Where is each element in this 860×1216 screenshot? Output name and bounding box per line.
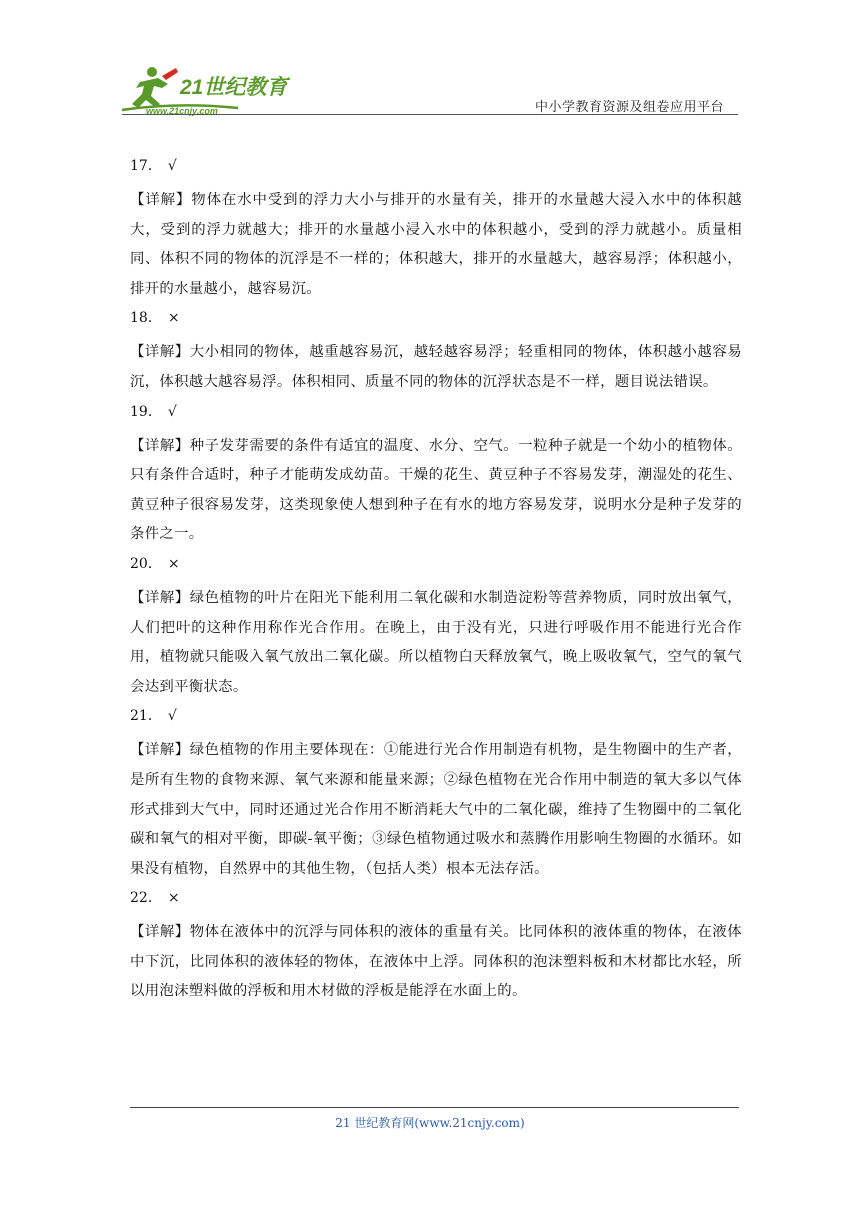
item-number: 17． √ [130,158,177,174]
item-explanation: 【详解】物体在水中受到的浮力大小与排开的水量有关，排开的水量越大浸入水中的体积越大，受到的浮力就越大；排开的水量越小浸入水中的体积越小，受到的浮力就越小。质量相同、体积不同的物体的沉浮是不一样的；体积越大，排开的水量越大，越容易浮；体积越小，排开的水量越小，越容易沉。 [130,192,742,297]
item-explanation: 【详解】种子发芽需要的条件有适宜的温度、水分、空气。一粒种子就是一个幼小的植物体。只有条件合适时，种子才能萌发成幼苗。干燥的花生、黄豆种子不容易发芽，潮湿处的花生、黄豆种子很容易发芽，这类现象使人想到种子在有水的地方容易发芽，说明水分是种子发芽的条件之一。 [130,437,742,543]
svg-text:www.21cnjy.com: www.21cnjy.com [146,106,218,116]
footer-link[interactable]: 21 世纪教育网(www.21cnjy.com) [335,1116,525,1130]
item-number: 21． √ [130,708,177,725]
platform-label: 中小学教育资源及组卷应用平台 [534,100,724,115]
answer-item-18 [130,307,742,397]
answer-mark: × [167,890,180,907]
item-explanation: 【详解】物体在液体中的沉浮与同体积的液体的重量有关。比同体积的液体重的物体，在液体中下沉，比同体积的液体轻的物体，在液体中上浮。同体积的泡沫塑料板和木材都比水轻，所以用泡沫塑料做的浮板和用木材做的浮板是能浮在水面上的。 [130,924,742,1000]
runner-icon [132,67,178,108]
item-number: 19． √ [130,403,177,420]
answer-content [130,155,742,1010]
answer-mark: √ [167,158,177,174]
answer-item-17 [130,155,742,304]
answer-item-22 [130,887,742,1007]
footer-divider [130,1107,739,1108]
answer-mark: √ [167,403,177,420]
item-number: 22． × [130,890,180,907]
header-divider [122,114,738,115]
answer-item-21 [130,705,742,884]
page-header [118,62,738,122]
answer-mark: × [167,310,180,327]
answer-item-19 [130,401,742,550]
answer-item-20 [130,553,742,702]
answer-mark: × [167,555,180,572]
logo-21cnjy [118,62,308,116]
item-number: 20． × [130,555,180,572]
item-explanation: 【详解】绿色植物的作用主要体现在：①能进行光合作用制造有机物，是生物圈中的生产者，是所有生物的食物来源、氧气来源和能量来源；②绿色植物在光合作用中制造的氧大多以气体形式排到大气中，同时还通过光合作用不断消耗大气中的二氧化碳，维持了生物圈中的二氧化碳和氧气的相对平衡，即碳-氧平衡；③绿色植物通过吸水和蒸腾作用影响生物圈的水循环。如果没有植物，自然界中的其他生物，（包括人类）根本无法存活。 [130,742,742,877]
item-number: 18． × [130,310,180,327]
item-explanation: 【详解】绿色植物的叶片在阳光下能利用二氧化碳和水制造淀粉等营养物质，同时放出氧气，人们把叶的这种作用称作光合作用。在晚上，由于没有光，只进行呼吸作用不能进行光合作用，植物就只能吸入氧气放出二氧化碳。所以植物白天释放氧气，晚上吸收氧气，空气的氧气会达到平衡状态。 [130,589,742,695]
answer-mark: √ [167,708,177,725]
item-explanation: 【详解】大小相同的物体，越重越容易沉，越轻越容易浮；轻重相同的物体，体积越小越容易沉，体积越大越容易浮。体积相同、质量不同的物体的沉浮状态是不一样，题目说法错误。 [130,344,742,390]
svg-text:21世纪教育: 21世纪教育 [180,76,288,99]
